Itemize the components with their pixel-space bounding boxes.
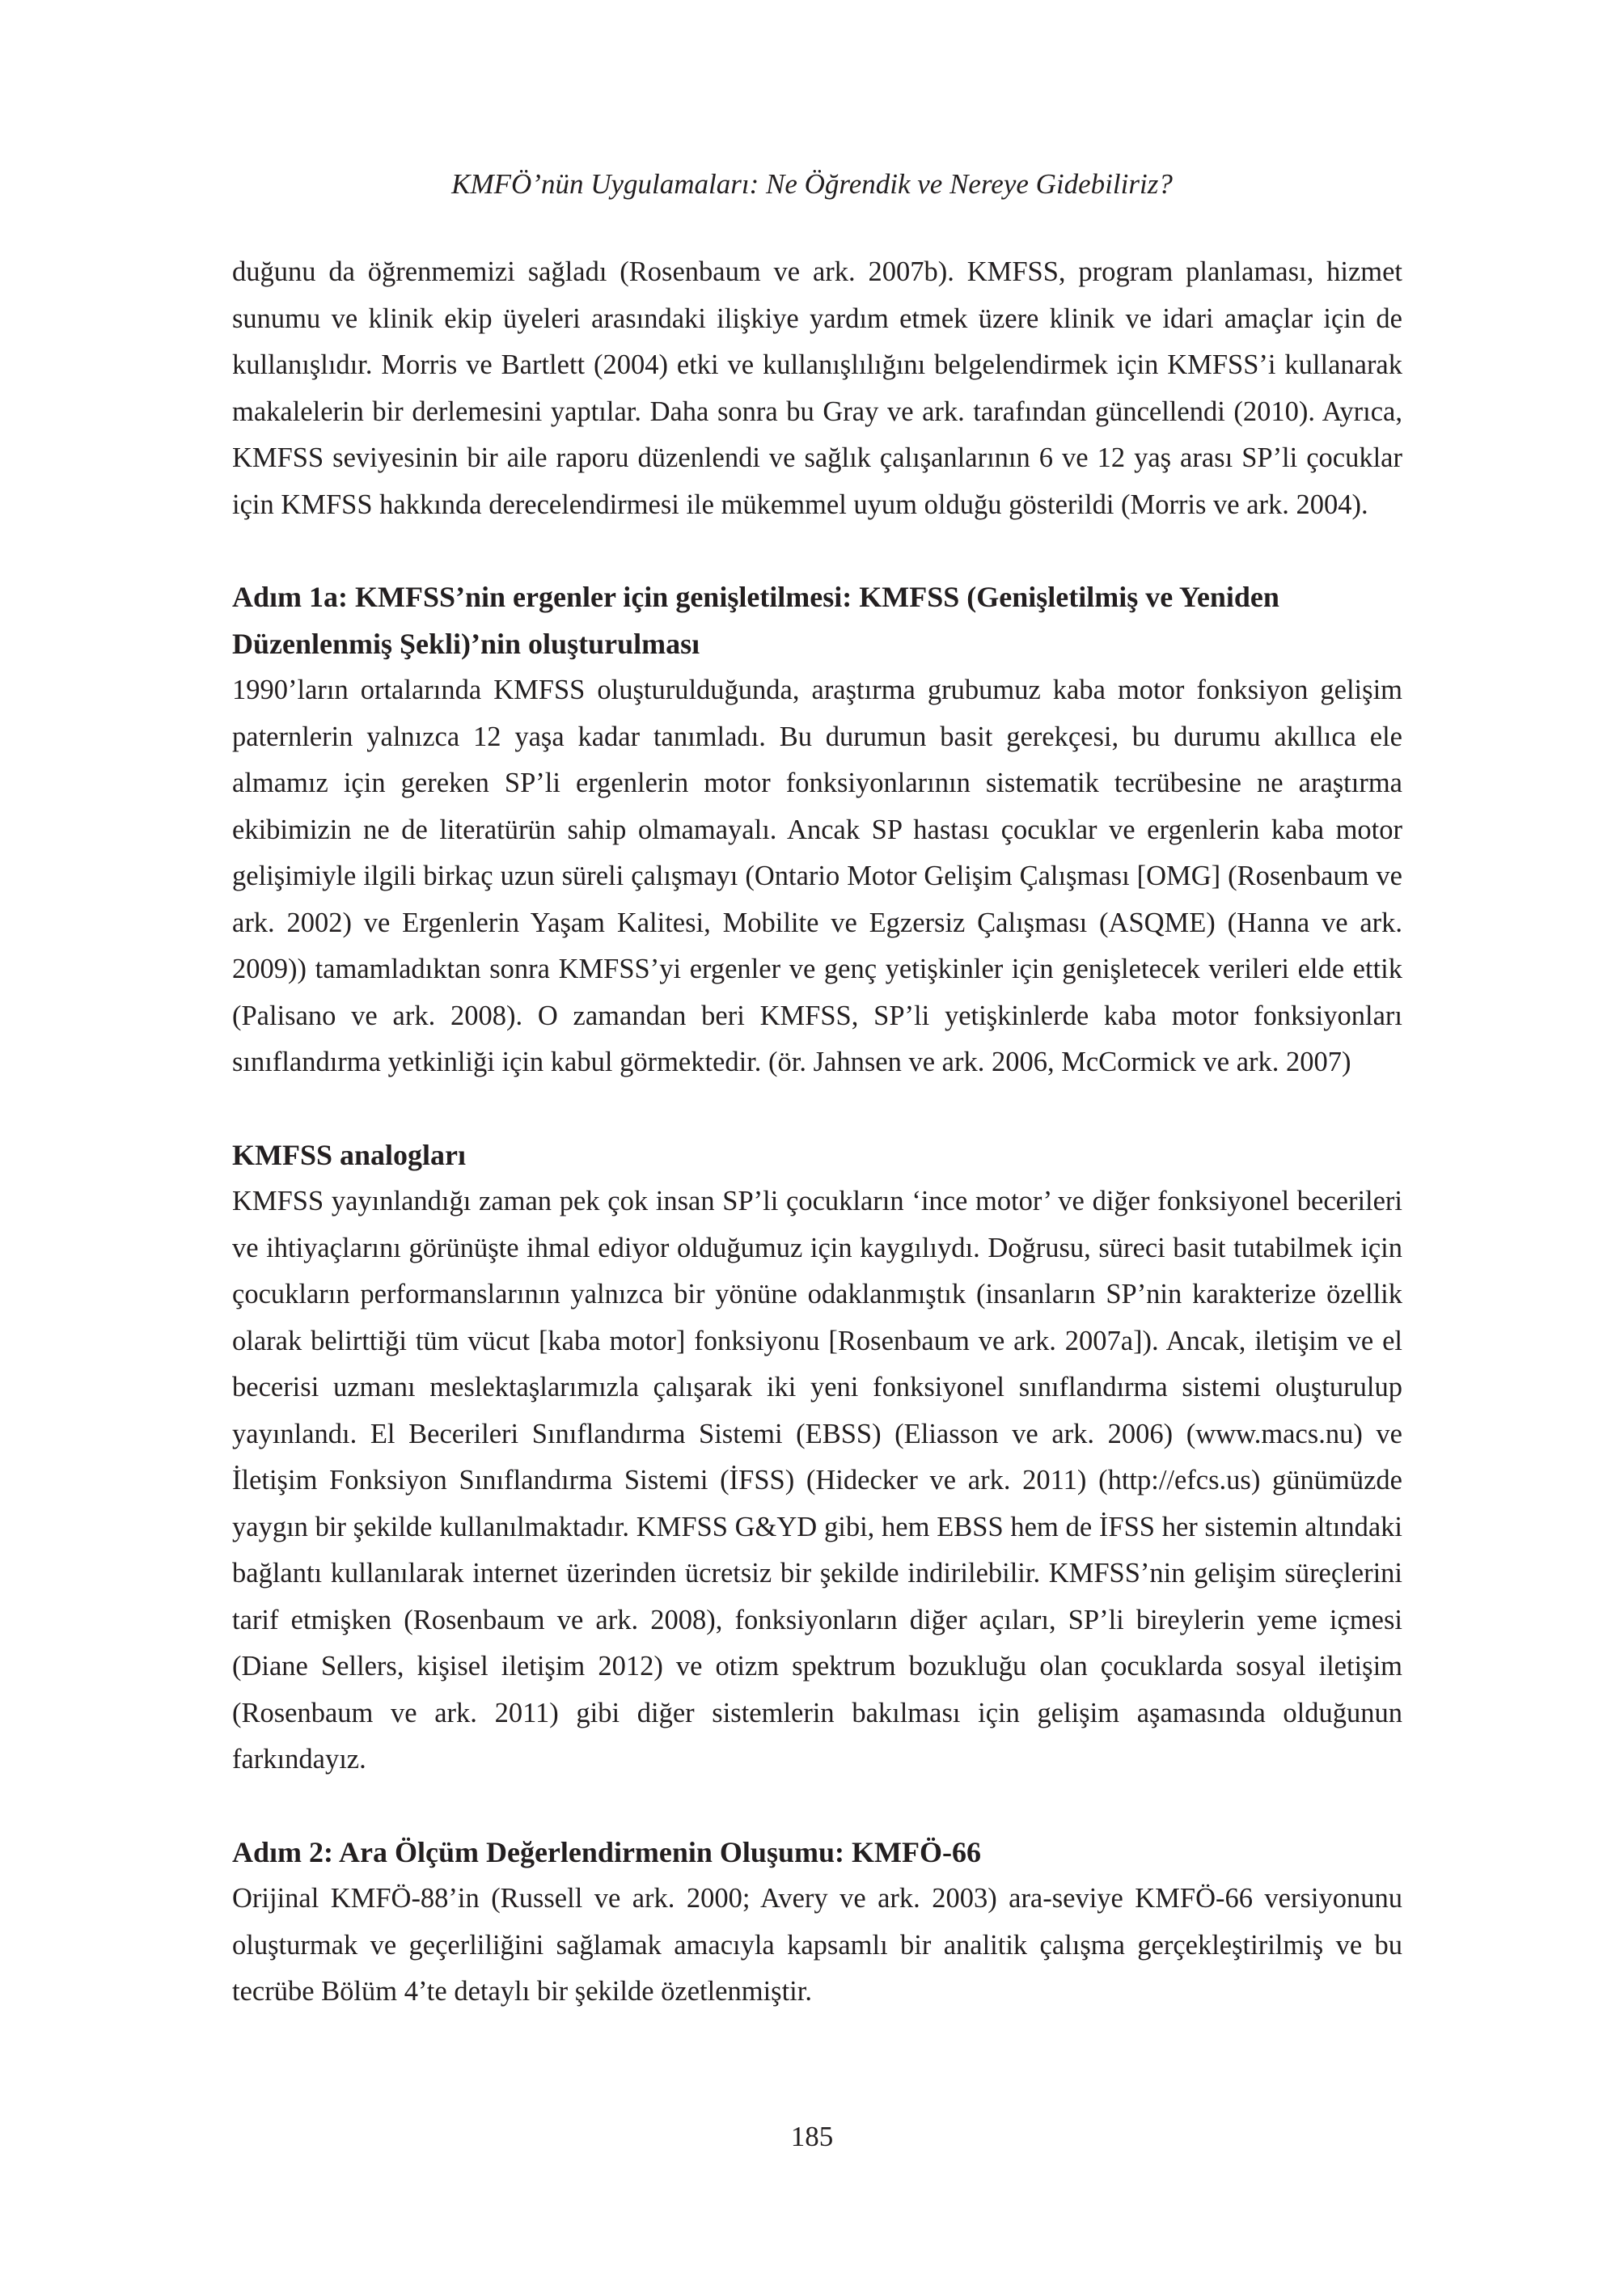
section-analogs: [232, 1132, 1402, 1783]
section-spacer: [232, 1783, 1402, 1830]
section-body-step-1a: 1990’ların ortalarında KMFSS oluşturulduğunda, araştırma grubumuz kaba motor fonksiyon gelişim paternlerin yalnızca 12 yaşa kadar tanımladı. Bu durumun basit gerekçesi, bu durumu akıllıca ele almamız için gereken SP’li ergenlerin motor fonksiyonlarının sistematik tecrübesine ne araştırma ekibimizin ne de literatürün sahip olmamayalı. Ancak SP hastası çocuklar ve ergenlerin kaba motor gelişimiyle ilgili birkaç uzun süreli çalışmayı (Ontario Motor Gelişim Çalışması [OMG] (Rosenbaum ve ark. 2002) ve Ergenlerin Yaşam Kalitesi, Mobilite ve Egzersiz Çalışması (ASQME) (Hanna ve ark. 2009)) tamamladıktan sonra KMFSS’yi ergenler ve genç yetişkinler için genişletecek verileri elde ettik (Palisano ve ark. 2008). O zamandan beri KMFSS, SP’li yetişkinlerde kaba motor fonksiyonları sınıflandırma yetkinliği için kabul görmektedir. (ör. Jahnsen ve ark. 2006, McCormick ve ark. 2007): [232, 675, 1402, 1077]
section-body-step-2: Orijinal KMFÖ-88’in (Russell ve ark. 2000; Avery ve ark. 2003) ara-seviye KMFÖ-66 versiyonunu oluşturmak ve geçerliliğini sağlamak amacıyla kapsamlı bir analitik çalışma gerçekleştirilmiş ve bu tecrübe Bölüm 4’te detaylı bir şekilde özetlenmiştir.: [232, 1883, 1402, 2007]
section-spacer: [232, 1086, 1402, 1132]
page-body: [232, 249, 1402, 2016]
section-step-1a: [232, 574, 1402, 1086]
section-heading-step-2: Adım 2: Ara Ölçüm Değerlendirmenin Oluşumu: KMFÖ-66: [232, 1835, 981, 1868]
page-number: 185: [790, 2121, 834, 2152]
section-spacer: [232, 528, 1402, 574]
section-heading-step-1a: Adım 1a: KMFSS’nin ergenler için genişletilmesi: KMFSS (Genişletilmiş ve Yeniden Düzenlenmiş Şekli)’nin oluşturulması: [232, 581, 1279, 660]
section-step-2: [232, 1830, 1402, 2016]
running-header: KMFÖ’nün Uygulamaları: Ne Öğrendik ve Nereye Gidebiliriz?: [451, 168, 1173, 200]
section-heading-analogs: KMFSS analogları: [232, 1138, 467, 1171]
intro-paragraph: duğunu da öğrenmemizi sağladı (Rosenbaum ve ark. 2007b). KMFSS, program planlaması, hizmet sunumu ve klinik ekip üyeleri arasındaki ilişkiye yardım etmek üzere klinik ve idari amaçlar için de kullanışlıdır. Morris ve Bartlett (2004) etki ve kullanışlılığını belgelendirmek için KMFSS’i kullanarak makalelerin bir derlemesini yaptılar. Daha sonra bu Gray ve ark. tarafından güncellendi (2010). Ayrıca, KMFSS seviyesinin bir aile raporu düzenlendi ve sağlık çalışanlarının 6 ve 12 yaş arası SP’li çocuklar için KMFSS hakkında derecelendirmesi ile mükemmel uyum olduğu gösterildi (Morris ve ark. 2004).: [232, 256, 1402, 520]
section-body-analogs: KMFSS yayınlandığı zaman pek çok insan SP’li çocukların ‘ince motor’ ve diğer fonksiyonel becerileri ve ihtiyaçlarını görünüşte ihmal ediyor olduğumuz için kaygılıydı. Doğrusu, süreci basit tutabilmek için çocukların performanslarının yalnızca bir yönüne odaklanmıştık (insanların SP’nin karakterize özellik olarak belirttiği tüm vücut [kaba motor] fonksiyonu [Rosenbaum ve ark. 2007a]). Ancak, iletişim ve el becerisi uzmanı meslektaşlarımızla çalışarak iki yeni fonksiyonel sınıflandırma sistemi oluşturulup yayınlandı. El Becerileri Sınıflandırma Sistemi (EBSS) (Eliasson ve ark. 2006) (www.macs.nu) ve İletişim Fonksiyon Sınıflandırma Sistemi (İFSS) (Hidecker ve ark. 2011) (http://efcs.us) günümüzde yaygın bir şekilde kullanılmaktadır. KMFSS G&YD gibi, hem EBSS hem de İFSS her sistemin altındaki bağlantı kullanılarak internet üzerinden ücretsiz bir şekilde indirilebilir. KMFSS’nin gelişim süreçlerini tarif etmişken (Rosenbaum ve ark. 2008), fonksiyonların diğer açıları, SP’li bireylerin yeme içmesi (Diane Sellers, kişisel iletişim 2012) ve otizm spektrum bozukluğu olan çocuklarda sosyal iletişim (Rosenbaum ve ark. 2011) gibi diğer sistemlerin bakılması için gelişim aşamasında olduğunun farkındayız.: [232, 1186, 1402, 1775]
